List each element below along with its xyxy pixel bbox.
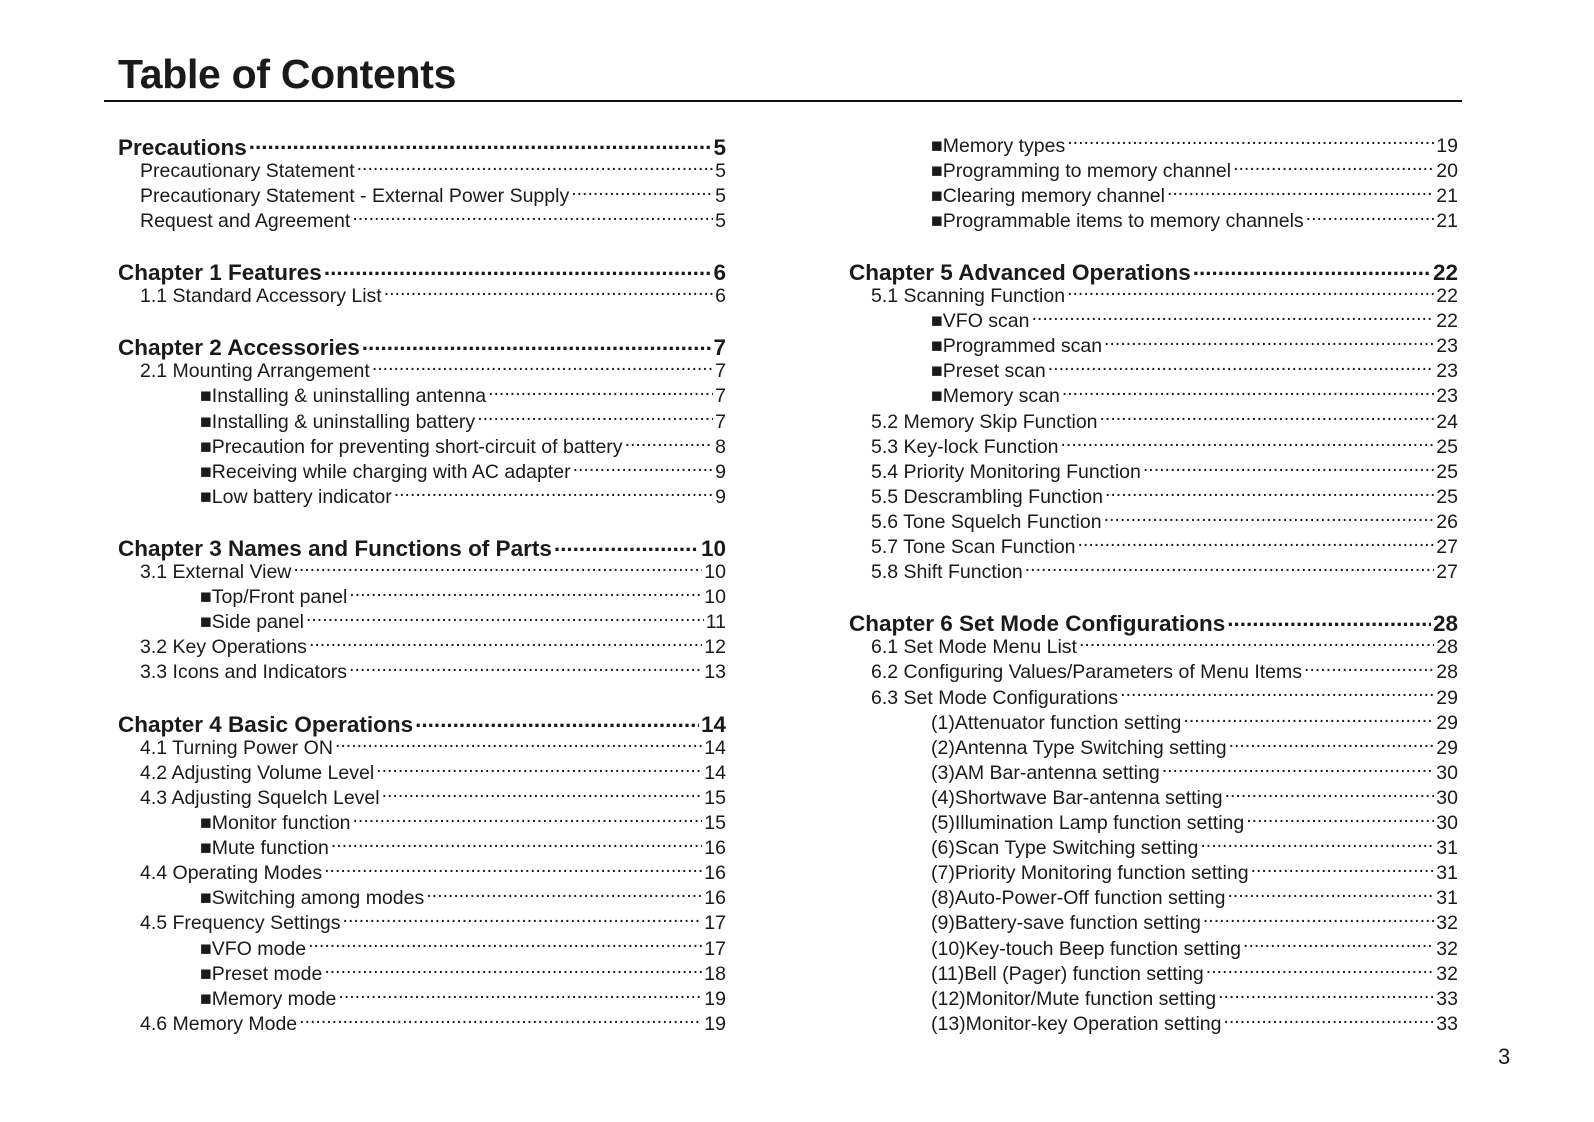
toc-entry-title: 5.7 Tone Scan Function [871, 536, 1076, 558]
toc-page-number: 25 [1436, 435, 1458, 458]
toc-page-number: 15 [704, 812, 726, 835]
toc-chapter-entry[interactable] [118, 534, 726, 559]
toc-page-number: 5 [715, 209, 726, 232]
toc-entry-title: ■Precaution for preventing short-circuit of battery [200, 435, 623, 458]
toc-entry-title: (3)AM Bar-antenna setting [931, 761, 1160, 784]
toc-page-number: 19 [704, 987, 726, 1010]
toc-page-number: 7 [715, 385, 726, 408]
dot-leader [1067, 283, 1434, 303]
toc-entry[interactable] [118, 935, 726, 960]
toc-entry[interactable] [849, 835, 1458, 860]
dot-leader [1306, 207, 1435, 227]
dot-leader [1104, 508, 1435, 528]
toc-page-number: 23 [1436, 335, 1458, 358]
dot-leader [324, 960, 702, 980]
toc-entry[interactable] [849, 132, 1458, 157]
toc-entry[interactable] [849, 985, 1458, 1010]
dot-leader [299, 1010, 702, 1030]
toc-entry-title: 4.1 Turning Power ON [140, 736, 333, 759]
toc-entry-title: 6.3 Set Mode Configurations [871, 686, 1119, 709]
toc-entry[interactable] [118, 835, 726, 860]
dot-leader [309, 634, 702, 654]
dot-leader [1203, 910, 1434, 930]
toc-chapter-entry[interactable] [118, 333, 726, 361]
toc-page-number: 14 [700, 711, 726, 737]
toc-entry-title: 4.4 Operating Modes [140, 862, 323, 885]
toc-chapter-entry[interactable] [118, 709, 726, 737]
dot-leader [1246, 810, 1434, 830]
toc-entry[interactable] [118, 960, 726, 985]
toc-entry[interactable] [849, 709, 1458, 734]
toc-entry-title: ■Preset mode [200, 962, 323, 985]
dot-leader [1227, 885, 1434, 905]
toc-page-number: 24 [1436, 410, 1458, 433]
toc-entry[interactable] [849, 960, 1458, 985]
toc-entry-title: ■Programmed scan [931, 335, 1103, 358]
section-spacer [118, 508, 726, 533]
dot-leader [357, 157, 714, 177]
toc-page-number: 31 [1436, 837, 1458, 860]
toc-chapter-entry[interactable] [118, 257, 726, 285]
dot-leader [293, 559, 702, 579]
toc-entry-title: 4.5 Frequency Settings [140, 912, 341, 935]
toc-page-number: 6 [713, 259, 726, 285]
toc-page-number: 9 [715, 485, 726, 508]
toc-entry[interactable] [118, 659, 726, 684]
toc-entry[interactable] [849, 1010, 1458, 1035]
toc-entry[interactable] [849, 182, 1458, 207]
toc-page-number: 12 [704, 636, 726, 659]
toc-page-number: 22 [1432, 259, 1458, 285]
toc-page-number: 22 [1436, 285, 1458, 308]
toc-page-number: 19 [1436, 134, 1458, 157]
dot-leader [394, 483, 713, 503]
toc-entry-title: 6.2 Configuring Values/Parameters of Menu Items [871, 661, 1303, 684]
toc-entry[interactable] [849, 759, 1458, 784]
dot-leader [1233, 157, 1434, 177]
dot-leader [1251, 860, 1435, 880]
dot-leader [1031, 308, 1434, 328]
toc-page-number: 10 [700, 536, 726, 561]
dot-leader [384, 283, 713, 303]
toc-page-number: 15 [704, 786, 726, 809]
toc-page-number: 18 [704, 962, 726, 985]
dot-leader [362, 333, 712, 356]
toc-entry[interactable] [118, 458, 726, 483]
toc-entry[interactable] [118, 408, 726, 433]
toc-entry-title: ■Installing & uninstalling battery [200, 410, 476, 433]
toc-page-number: 29 [1436, 686, 1458, 709]
toc-left-column [118, 132, 726, 1035]
dot-leader [349, 584, 702, 604]
toc-page-number: 21 [1436, 209, 1458, 232]
dot-leader [1025, 559, 1435, 579]
toc-entry-title: (7)Priority Monitoring function setting [931, 862, 1249, 885]
toc-entry[interactable] [849, 383, 1458, 408]
toc-page-number: 22 [1436, 310, 1458, 333]
toc-entry[interactable] [849, 559, 1458, 584]
toc-entry-title: ■Memory types [931, 134, 1066, 157]
toc-entry-title: Chapter 2 Accessories [118, 335, 360, 361]
toc-entry-title: ■Memory mode [200, 987, 337, 1010]
toc-entry-title: ■Top/Front panel [200, 586, 348, 609]
dot-leader [338, 985, 702, 1005]
toc-entry-title: 3.1 External View [140, 561, 292, 584]
toc-entry-title: (4)Shortwave Bar-antenna setting [931, 786, 1223, 809]
toc-entry[interactable] [118, 910, 726, 935]
toc-entry-title: Request and Agreement [140, 209, 351, 232]
toc-entry[interactable] [849, 333, 1458, 358]
toc-entry-title: (1)Attenuator function setting [931, 711, 1182, 734]
dot-leader [1061, 433, 1435, 453]
toc-entry[interactable] [849, 784, 1458, 809]
toc-page-number: 30 [1436, 761, 1458, 784]
toc-page-number: 6 [715, 285, 726, 308]
dot-leader [1067, 132, 1434, 152]
toc-entry[interactable] [849, 734, 1458, 759]
toc-page-number: 27 [1436, 536, 1458, 558]
toc-page-number: 32 [1436, 962, 1458, 985]
toc-page-number: 21 [1436, 184, 1458, 207]
toc-entry-title: ■Clearing memory channel [931, 184, 1165, 207]
toc-page-number: 5 [715, 184, 726, 207]
toc-entry-title: Precautionary Statement [140, 159, 355, 182]
toc-entry-title: Chapter 3 Names and Functions of Parts [118, 536, 552, 561]
toc-page-number: 29 [1436, 711, 1458, 734]
toc-page-number: 14 [704, 736, 726, 759]
dot-leader [1229, 734, 1435, 754]
toc-entry[interactable] [849, 483, 1458, 508]
toc-entry[interactable] [118, 358, 726, 383]
toc-entry-title: (2)Antenna Type Switching setting [931, 736, 1227, 759]
toc-entry-title: (13)Monitor-key Operation setting [931, 1012, 1222, 1035]
toc-entry[interactable] [849, 433, 1458, 458]
dot-leader [1120, 684, 1434, 704]
dot-leader [335, 734, 702, 754]
toc-entry-title: (9)Battery-save function setting [931, 912, 1201, 935]
toc-entry[interactable] [118, 283, 726, 308]
toc-entry-title: ■Receiving while charging with AC adapter [200, 460, 571, 483]
toc-entry-title: Chapter 6 Set Mode Configurations [849, 611, 1226, 637]
toc-entry[interactable] [118, 885, 726, 910]
toc-entry-title: 3.3 Icons and Indicators [140, 661, 348, 684]
dot-leader [376, 759, 702, 779]
toc-entry[interactable] [118, 157, 726, 182]
dot-leader [1304, 659, 1434, 679]
toc-entry-title: ■Memory scan [931, 385, 1060, 408]
toc-page-number: 33 [1436, 1012, 1458, 1035]
toc-entry-title: (6)Scan Type Switching setting [931, 837, 1199, 860]
dot-leader [372, 358, 713, 378]
toc-entry-title: ■VFO mode [200, 937, 307, 960]
dot-leader [1104, 333, 1434, 353]
dot-leader [349, 659, 702, 679]
title-divider [104, 100, 1462, 102]
toc-page-number: 10 [704, 586, 726, 609]
dot-leader [573, 458, 714, 478]
toc-entry[interactable] [849, 508, 1458, 533]
dot-leader [488, 383, 713, 403]
toc-page-number: 27 [1436, 561, 1458, 584]
toc-right-column [849, 132, 1458, 1035]
toc-entry-title: (11)Bell (Pager) function setting [931, 962, 1204, 985]
toc-chapter-entry[interactable] [849, 609, 1458, 637]
dot-leader [249, 132, 712, 155]
toc-entry[interactable] [849, 408, 1458, 433]
dot-leader [415, 709, 699, 732]
toc-entry[interactable] [118, 860, 726, 885]
dot-leader [1218, 985, 1434, 1005]
toc-entry-title: 1.1 Standard Accessory List [140, 285, 382, 308]
dot-leader [477, 408, 713, 428]
dot-leader [1200, 835, 1434, 855]
toc-page-number: 10 [704, 561, 726, 584]
toc-chapter-entry[interactable] [118, 132, 726, 160]
toc-entry[interactable] [118, 985, 726, 1010]
section-spacer [118, 232, 726, 257]
toc-entry-title: ■Mute function [200, 837, 329, 860]
dot-leader [308, 935, 702, 955]
dot-leader [1100, 408, 1435, 428]
toc-entry-title: ■VFO scan [931, 310, 1030, 333]
toc-entry[interactable] [849, 659, 1458, 684]
toc-entry[interactable] [118, 609, 726, 634]
toc-entry[interactable] [849, 684, 1458, 709]
toc-entry-title: Precautionary Statement - External Power Supply [140, 184, 570, 207]
toc-page-number: 28 [1432, 611, 1458, 637]
dot-leader [352, 207, 713, 227]
toc-page-number: 32 [1436, 937, 1458, 960]
toc-page-number: 16 [704, 862, 726, 885]
toc-entry[interactable] [849, 935, 1458, 960]
toc-entry-title: 3.2 Key Operations [140, 636, 307, 659]
toc-entry-title: (12)Monitor/Mute function setting [931, 987, 1217, 1010]
toc-page-number: 26 [1436, 510, 1458, 533]
toc-entry-title: ■Programming to memory channel [931, 159, 1232, 182]
dot-leader [554, 534, 699, 557]
dot-leader [1183, 709, 1434, 729]
toc-entry[interactable] [849, 860, 1458, 885]
toc-page-number: 14 [704, 761, 726, 784]
toc-entry[interactable] [118, 207, 726, 232]
page-number: 3 [1498, 1044, 1511, 1069]
toc-page-number: 19 [704, 1012, 726, 1035]
toc-entry-title: ■Installing & uninstalling antenna [200, 385, 487, 408]
toc-page-number: 9 [715, 460, 726, 483]
dot-leader [1143, 458, 1434, 478]
dot-leader [1206, 960, 1435, 980]
toc-page-number: 11 [705, 611, 726, 634]
toc-page-number: 17 [704, 937, 726, 960]
toc-entry-title: ■Monitor function [200, 812, 351, 835]
dot-leader [1193, 257, 1431, 280]
toc-entry-title: Chapter 4 Basic Operations [118, 711, 414, 737]
toc-entry[interactable] [849, 534, 1458, 559]
dot-leader [331, 835, 702, 855]
dot-leader [625, 433, 714, 453]
dot-leader [1062, 383, 1434, 403]
toc-entry-title: 5.1 Scanning Function [871, 285, 1066, 308]
toc-entry[interactable] [118, 182, 726, 207]
toc-page-number: 7 [715, 360, 726, 383]
toc-entry-title: (8)Auto-Power-Off function setting [931, 887, 1226, 910]
toc-entry[interactable] [849, 910, 1458, 935]
toc-entry-title: 5.4 Priority Monitoring Function [871, 460, 1141, 483]
toc-entry[interactable] [118, 810, 726, 835]
toc-entry-title: ■Side panel [200, 611, 304, 634]
toc-entry[interactable] [849, 885, 1458, 910]
toc-entry[interactable] [118, 784, 726, 809]
toc-page-number: 5 [713, 134, 726, 160]
toc-entry-title: (5)Illumination Lamp function setting [931, 812, 1245, 835]
toc-entry[interactable] [849, 458, 1458, 483]
dot-leader [1078, 534, 1435, 554]
toc-page-number: 33 [1436, 987, 1458, 1010]
toc-entry-title: (10)Key-touch Beep function setting [931, 937, 1242, 960]
toc-page-number: 28 [1436, 636, 1458, 659]
toc-entry[interactable] [118, 584, 726, 609]
toc-page-number: 32 [1436, 912, 1458, 935]
toc-entry[interactable] [118, 433, 726, 458]
toc-entry-title: Precautions [118, 134, 247, 160]
toc-entry[interactable] [849, 308, 1458, 333]
dot-leader [1105, 483, 1434, 503]
toc-entry-title: 5.2 Memory Skip Function [871, 410, 1098, 433]
toc-page-number: 20 [1436, 159, 1458, 182]
toc-page-number: 28 [1436, 661, 1458, 684]
toc-page-number: 5 [715, 159, 726, 182]
toc-page-number: 30 [1436, 812, 1458, 835]
toc-page-number: 13 [704, 661, 726, 684]
toc-page-number: 23 [1436, 360, 1458, 383]
toc-page-number: 8 [715, 435, 726, 458]
toc-entry[interactable] [118, 734, 726, 759]
dot-leader [1225, 784, 1435, 804]
dot-leader [1079, 634, 1434, 654]
section-spacer [849, 584, 1458, 609]
toc-page-number: 7 [713, 335, 726, 361]
toc-entry-title: ■Low battery indicator [200, 485, 392, 508]
dot-leader [1162, 759, 1435, 779]
dot-leader [306, 609, 704, 629]
toc-entry-title: 2.1 Mounting Arrangement [140, 360, 370, 383]
toc-entry-title: Chapter 5 Advanced Operations [849, 259, 1191, 285]
dot-leader [426, 885, 702, 905]
toc-entry-title: 5.8 Shift Function [871, 561, 1023, 584]
toc-page-number: 25 [1436, 485, 1458, 508]
dot-leader [324, 257, 712, 280]
dot-leader [382, 784, 703, 804]
toc-page-number: 16 [704, 837, 726, 860]
toc-entry-title: ■Preset scan [931, 360, 1046, 383]
toc-page-number: 7 [715, 410, 726, 433]
section-spacer [118, 684, 726, 709]
toc-entry[interactable] [849, 207, 1458, 232]
dot-leader [1227, 609, 1431, 632]
toc-entry[interactable] [118, 759, 726, 784]
dot-leader [1048, 358, 1435, 378]
toc-entry[interactable] [849, 283, 1458, 308]
dot-leader [343, 910, 703, 930]
toc-entry[interactable] [849, 634, 1458, 659]
toc-entry[interactable] [118, 383, 726, 408]
toc-entry-title: 6.1 Set Mode Menu List [871, 636, 1077, 659]
toc-page-number: 23 [1436, 385, 1458, 408]
section-spacer [118, 308, 726, 333]
toc-page-number: 25 [1436, 460, 1458, 483]
dot-leader [324, 860, 702, 880]
toc-entry[interactable] [849, 810, 1458, 835]
toc-page-number: 31 [1436, 862, 1458, 885]
toc-entry[interactable] [118, 483, 726, 508]
dot-leader [353, 810, 703, 830]
dot-leader [1167, 182, 1434, 202]
toc-entry-title: 4.3 Adjusting Squelch Level [140, 786, 380, 809]
toc-entry-title: 4.6 Memory Mode [140, 1012, 298, 1035]
toc-page-number: 17 [704, 912, 726, 935]
toc-page-number: 16 [704, 887, 726, 910]
toc-entry-title: ■Programmable items to memory channels [931, 209, 1304, 232]
section-spacer [849, 232, 1458, 257]
toc-entry-title: Chapter 1 Features [118, 259, 322, 285]
toc-entry-title: 4.2 Adjusting Volume Level [140, 761, 375, 784]
toc-entry-title: 5.3 Key-lock Function [871, 435, 1059, 458]
dot-leader [1223, 1010, 1434, 1030]
dot-leader [571, 182, 713, 202]
toc-entry-title: 5.5 Descrambling Function [871, 485, 1103, 508]
dot-leader [1243, 935, 1434, 955]
toc-chapter-entry[interactable] [849, 257, 1458, 285]
toc-entry[interactable] [118, 634, 726, 659]
toc-page-number: 29 [1436, 736, 1458, 759]
toc-page-number: 30 [1436, 786, 1458, 809]
toc-page-number: 31 [1436, 887, 1458, 910]
toc-entry[interactable] [118, 1010, 726, 1035]
toc-entry[interactable] [118, 559, 726, 584]
toc-entry-title: ■Switching among modes [200, 887, 425, 910]
page-title: Table of Contents [118, 51, 457, 97]
toc-entry[interactable] [849, 157, 1458, 182]
toc-entry-title: 5.6 Tone Squelch Function [871, 510, 1102, 533]
toc-entry[interactable] [849, 358, 1458, 383]
